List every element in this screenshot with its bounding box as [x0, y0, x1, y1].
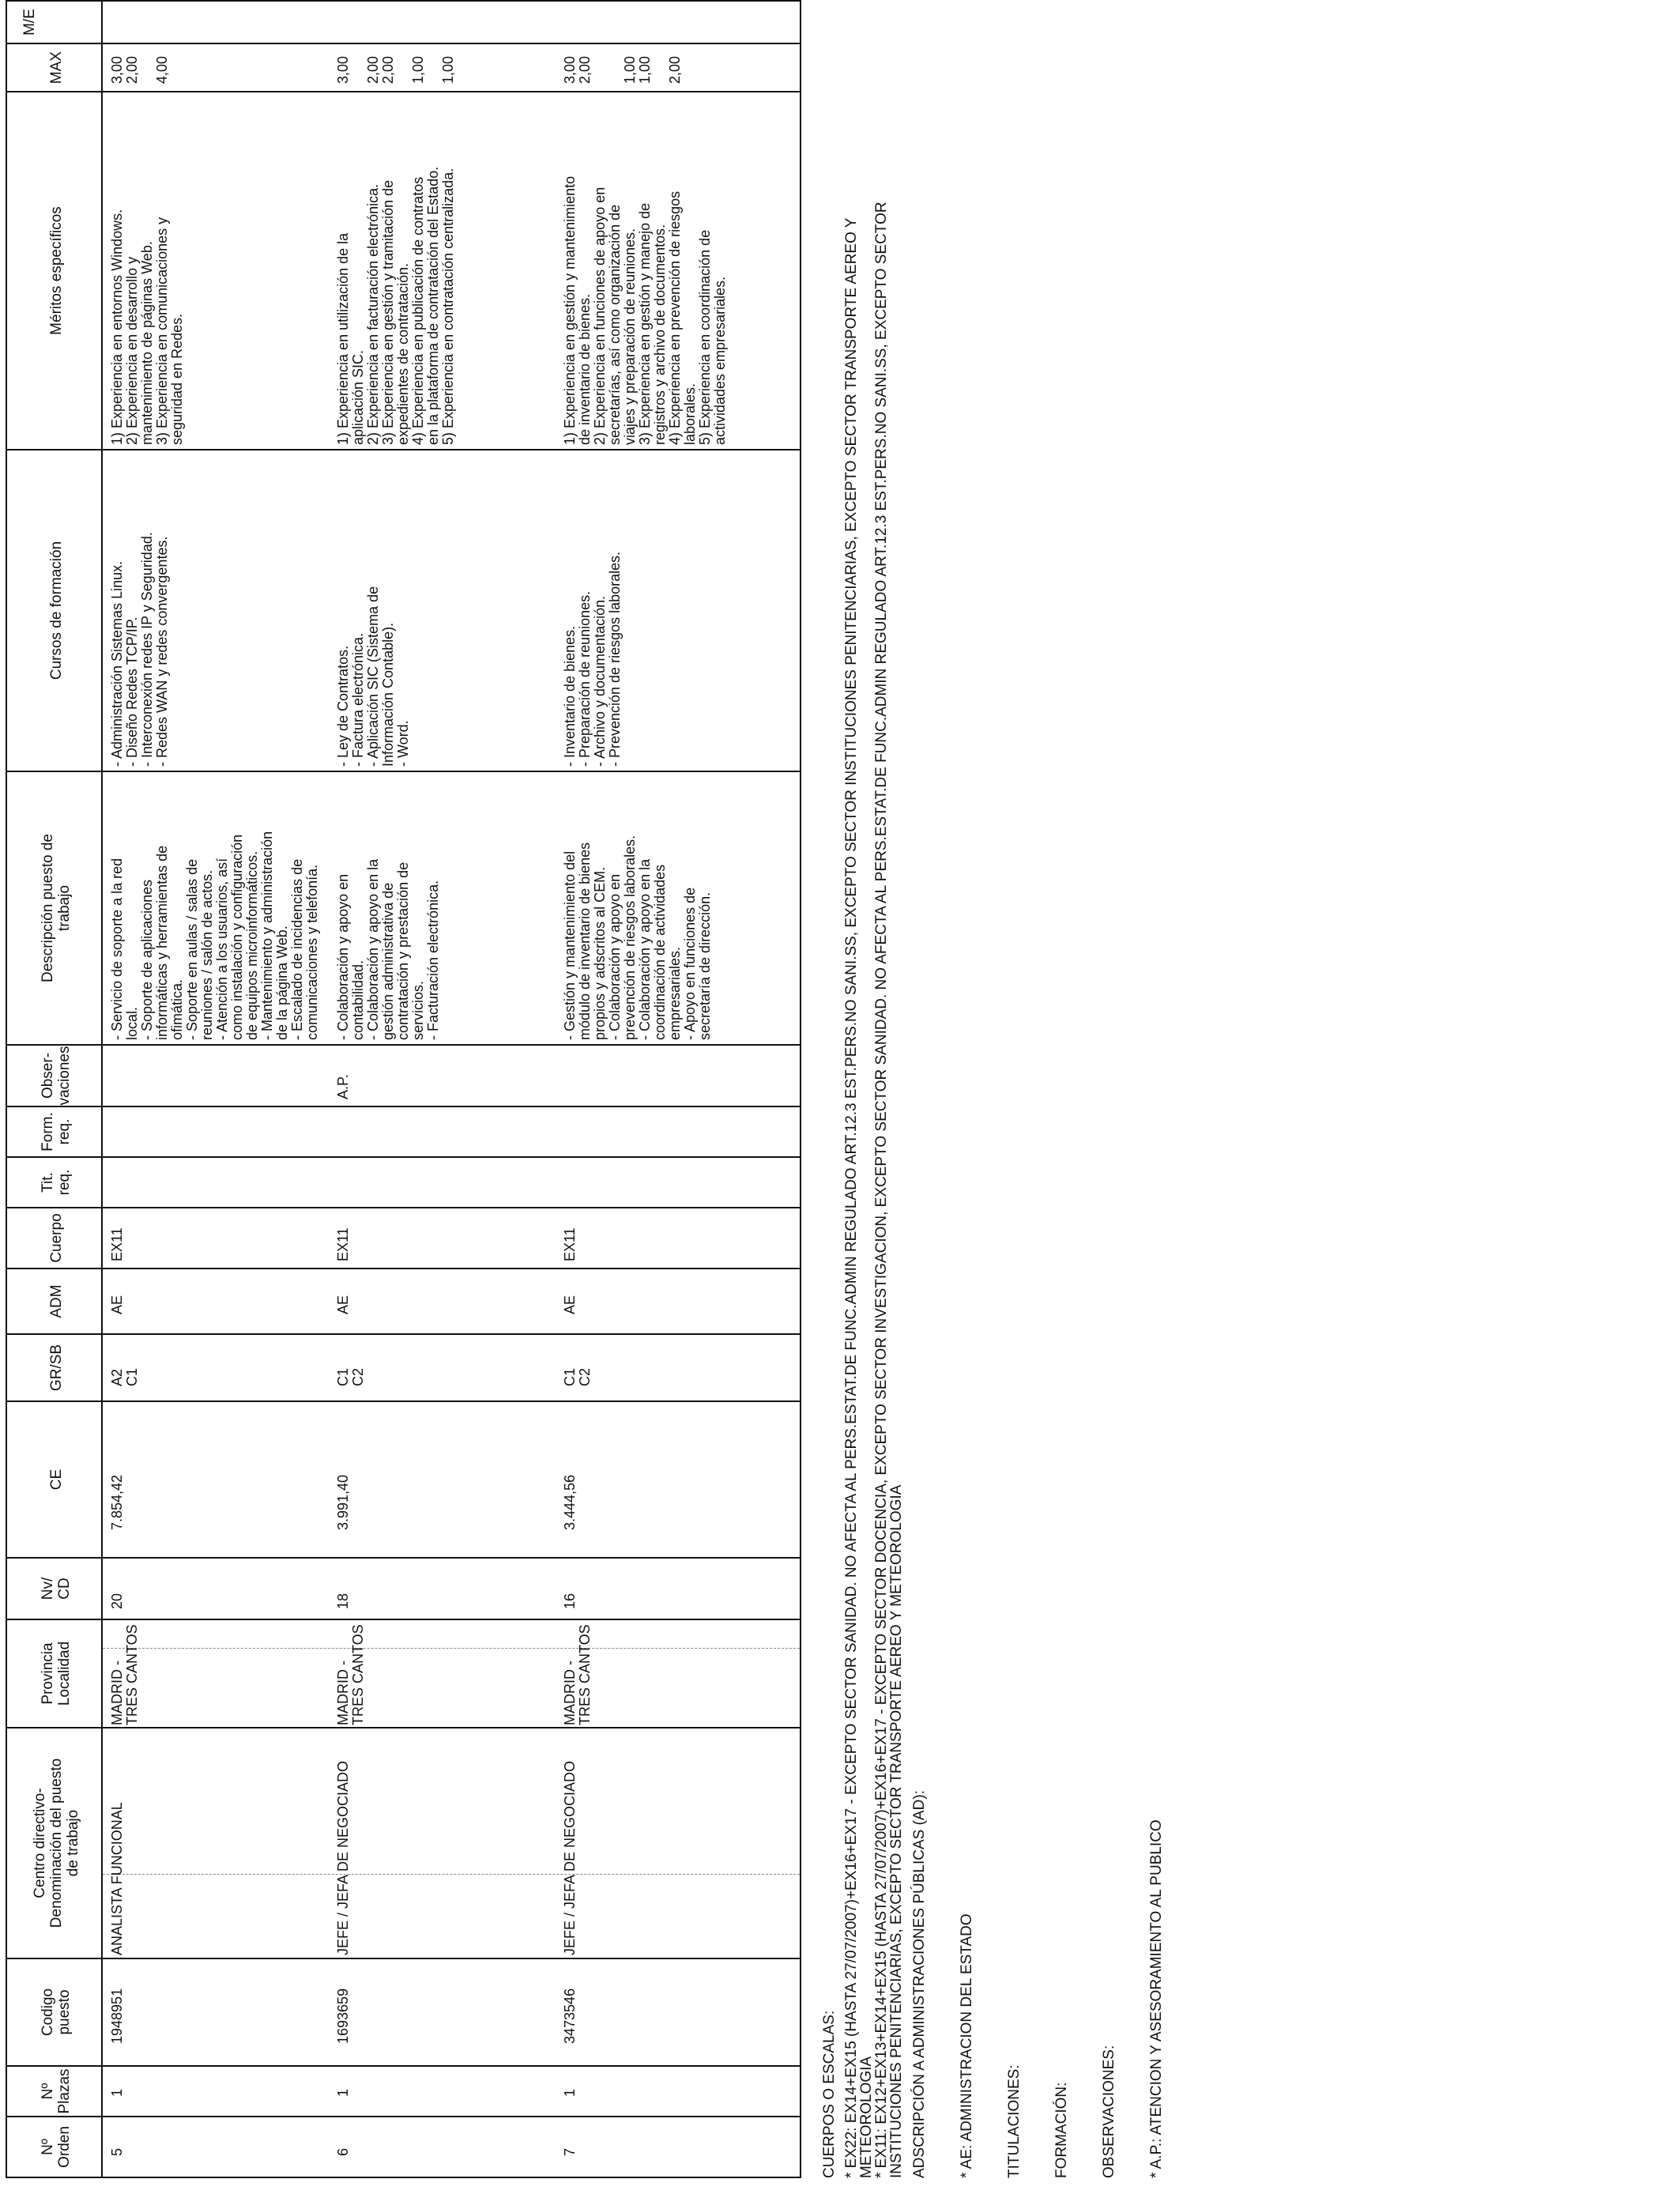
cuerpos-title: CUERPOS O ESCALAS: [821, 2010, 838, 2178]
header-grupo: GR/SB [47, 1344, 65, 1392]
cell-orden: 6 [335, 2147, 351, 2156]
header-cursos: Cursos de formación [47, 541, 65, 680]
cell-cursos: - Inventario de bienes. - Preparación de reuniones. - Archivo y documentación. - Prevención de riesgos laborales. [562, 551, 623, 767]
col-divider [6, 1619, 801, 1620]
cell-orden: 7 [562, 2147, 578, 2156]
col-divider [6, 1400, 801, 1402]
adscripcion-ae-note: * AE: ADMINISTRACION DEL ESTADO [959, 1913, 975, 2178]
observaciones-title: OBSERVACIONES: [1101, 2045, 1117, 2178]
cell-provincia: MADRID - TRES CANTOS [562, 1624, 593, 1725]
col-divider [6, 449, 801, 450]
cell-codigo: 1948951 [109, 1988, 125, 2044]
cell-cuerpo: EX11 [562, 1227, 578, 1261]
table-top-border [6, 0, 7, 2178]
cell-nivel: 16 [562, 1593, 578, 1609]
col-divider [6, 1268, 801, 1269]
header-orden: Nº Orden [40, 2126, 73, 2168]
adscripcion-title: ADSCRIPCIÓN A ADMINISTRACIONES PÚBLICAS (AD): [911, 1790, 928, 2178]
row-separator [103, 1648, 800, 1649]
col-divider [6, 1958, 801, 1959]
cell-cursos: - Ley de Contratos. - Factura electrónica. - Aplicación SIC (Sistema de Información Contable). - Word. [335, 586, 411, 767]
formacion-title: FORMACIÓN: [1053, 2082, 1070, 2178]
positions-table [6, 0, 801, 2178]
header-codigo: Codigo puesto [40, 1988, 73, 2037]
cell-observaciones: A.P. [335, 1074, 351, 1099]
cell-cuerpo: EX11 [335, 1227, 351, 1261]
cell-centro: JEFE / JEFA DE NEGOCIADO [335, 1760, 351, 1955]
col-divider [6, 2065, 801, 2067]
cell-ce: 3.991,40 [335, 1474, 351, 1530]
cell-nivel: 18 [335, 1593, 351, 1609]
cell-adm: AE [562, 1295, 578, 1314]
cell-codigo: 1693659 [335, 1988, 351, 2044]
cell-max: 3,00 2,00 4,00 [109, 55, 170, 84]
cell-descripcion: - Servicio de soporte a la red local. - Soporte de aplicaciones informáticas y herramientas de ofimática. - Soporte en aulas / salas de reuniones / salón de actos. - Atención a los usuarios, así como instalación y configuración de equipos microinformáticos. - Mantenimiento y administración de la página Web. - Escalado de incidencias de comunicaciones y telefonía. [109, 831, 320, 1040]
table-right-border [6, 0, 801, 2]
header-adm: ADM [47, 1284, 65, 1318]
col-divider [6, 1106, 801, 1107]
cell-provincia: MADRID - TRES CANTOS [335, 1624, 366, 1725]
cell-meritos: 1) Experiencia en entornos Windows. 2) Experiencia en desarrollo y mantenimiento de páginas Web. 3) Experiencia en comunicaciones y seguridad en Redes. [109, 209, 185, 445]
header-plazas: Nº Plazas [40, 2068, 73, 2114]
cell-descripcion: - Gestión y mantenimiento del módulo de inventario de bienes propios y adscritos al CEM. - Colaboración y apoyo en prevención de riesgos laborales. - Colaboración y apoyo en la coordinación de actividades empresariales. - Apoyo en funciones de secretaría de dirección. [562, 835, 713, 1040]
cell-codigo: 3473546 [562, 1988, 578, 2044]
col-divider [6, 1156, 801, 1158]
cell-provincia: MADRID - TRES CANTOS [109, 1624, 140, 1725]
cell-centro: JEFE / JEFA DE NEGOCIADO [562, 1760, 578, 1955]
header-centro: Centro directivo- Denominación del puesto de trabajo [31, 1758, 81, 1928]
cell-centro: ANALISTA FUNCIONAL [109, 1802, 125, 1955]
cell-max: 3,00 2,00 2,00 1,00 1,00 [335, 55, 456, 84]
header-me: M/E [21, 9, 38, 36]
header-tit: Tit. req. [40, 1169, 73, 1196]
col-divider [6, 2116, 801, 2117]
cell-grupo: C1 C2 [335, 1367, 366, 1386]
cell-plazas: 1 [335, 2088, 351, 2097]
cell-grupo: C1 C2 [562, 1367, 593, 1386]
col-divider [6, 1557, 801, 1559]
cell-meritos: 1) Experiencia en utilización de la aplicación SIC. 2) Experiencia en facturación electrónica. 3) Experiencia en gestión y tramitación de expedientes de contratación. 4) Experiencia en publicación de contratos en la plataforma de contratación del Estado. 5) Experiencia en contratación centralizada. [335, 166, 456, 445]
cell-grupo: A2 C1 [109, 1367, 140, 1386]
cell-meritos: 1) Experiencia en gestión y mantenimiento de inventario de bienes. 2) Experiencia en funciones de apoyo en secretarías, así como organización de viajes y preparación de reuniones. 3) Experiencia en gestión y manejo de registros y archivo de documentos. 4) Experiencia en prevención de riesgos laborales. 5) Experiencia en coordinación de actividades empresariales. [562, 175, 728, 445]
cell-nivel: 20 [109, 1593, 125, 1609]
header-nivel: Nv/ CD [40, 1577, 73, 1600]
col-divider [6, 771, 801, 772]
table-bottom-border [800, 0, 801, 2178]
cuerpos-ex22-note: * EX22: EX14+EX15 (HASTA 27/07/2007)+EX16+EX17 - EXCEPTO SECTOR SANIDAD. NO AFECTA AL PERS.ESTAT.DE FUNC.ADMIN REGULADO ART.12.3 EST.PERS.NO SANI.SS, EXCEPTO SECTOR INSTITUCIONES PENITENCIARIAS, EXCEPTO SECTOR TRANSPORTE AEREO Y METEOROLOGIA [843, 217, 875, 2178]
row-separator [103, 1874, 800, 1875]
col-divider [6, 1207, 801, 1208]
header-form: Form. req. [40, 1112, 73, 1152]
header-max: MAX [47, 51, 65, 85]
header-meritos: Méritos específicos [47, 206, 65, 335]
col-divider [6, 1333, 801, 1335]
header-observaciones: Obser- vaciones [40, 1046, 73, 1106]
table-left-border [6, 2177, 801, 2178]
observaciones-ap-note: * A.P.: ATENCION Y ASESORAMIENTO AL PUBLICO [1148, 1819, 1165, 2178]
header-bottom-border [101, 0, 103, 2178]
col-divider [6, 91, 801, 92]
header-descripcion: Descripción puesto de trabajo [40, 834, 73, 982]
cell-cuerpo: EX11 [109, 1227, 125, 1261]
col-divider [6, 1044, 801, 1046]
cell-plazas: 1 [562, 2088, 578, 2097]
col-divider [6, 43, 801, 44]
cell-adm: AE [335, 1295, 351, 1314]
cell-ce: 3.444,56 [562, 1474, 578, 1530]
cell-max: 3,00 2,00 1,00 1,00 2,00 [562, 55, 683, 84]
cell-adm: AE [109, 1295, 125, 1314]
header-provincia: Provincia Localidad [40, 1641, 73, 1706]
cuerpos-ex11-note: * EX11: EX12+EX13+EX14+EX15 (HASTA 27/07/2007)+EX16+EX17 - EXCEPTO SECTOR DOCENCIA, EXCEPTO SECTOR INVESTIGACION, EXCEPTO SECTOR SANIDAD. NO AFECTA AL PERS.ESTAT.DE FUNC.ADMIN REGULADO ART.12.3 EST.PERS.NO SANI.SS, EXCEPTO SECTOR INSTITUCIONES PENITENCIARIAS, EXCEPTO SECTOR TRANSPORTE AEREO Y METEOROLOGIA [873, 202, 905, 2178]
cell-ce: 7.854,42 [109, 1474, 125, 1530]
cell-plazas: 1 [109, 2088, 125, 2097]
col-divider [6, 1727, 801, 1728]
cell-descripcion: - Colaboración y apoyo en contabilidad. - Colaboración y apoyo en la gestión administrativa de contratación y prestación de servicios. - Facturación electrónica. [335, 858, 441, 1040]
cell-cursos: - Administración Sistemas Linux. - Diseño Redes TCP/IP. - Interconexión redes IP y Seguridad. - Redes WAN y redes convergentes. [109, 532, 170, 767]
header-ce: CE [47, 1468, 65, 1491]
titulaciones-title: TITULACIONES: [1006, 2064, 1023, 2178]
header-cuerpo: Cuerpo [47, 1213, 65, 1263]
cell-orden: 5 [109, 2147, 125, 2156]
